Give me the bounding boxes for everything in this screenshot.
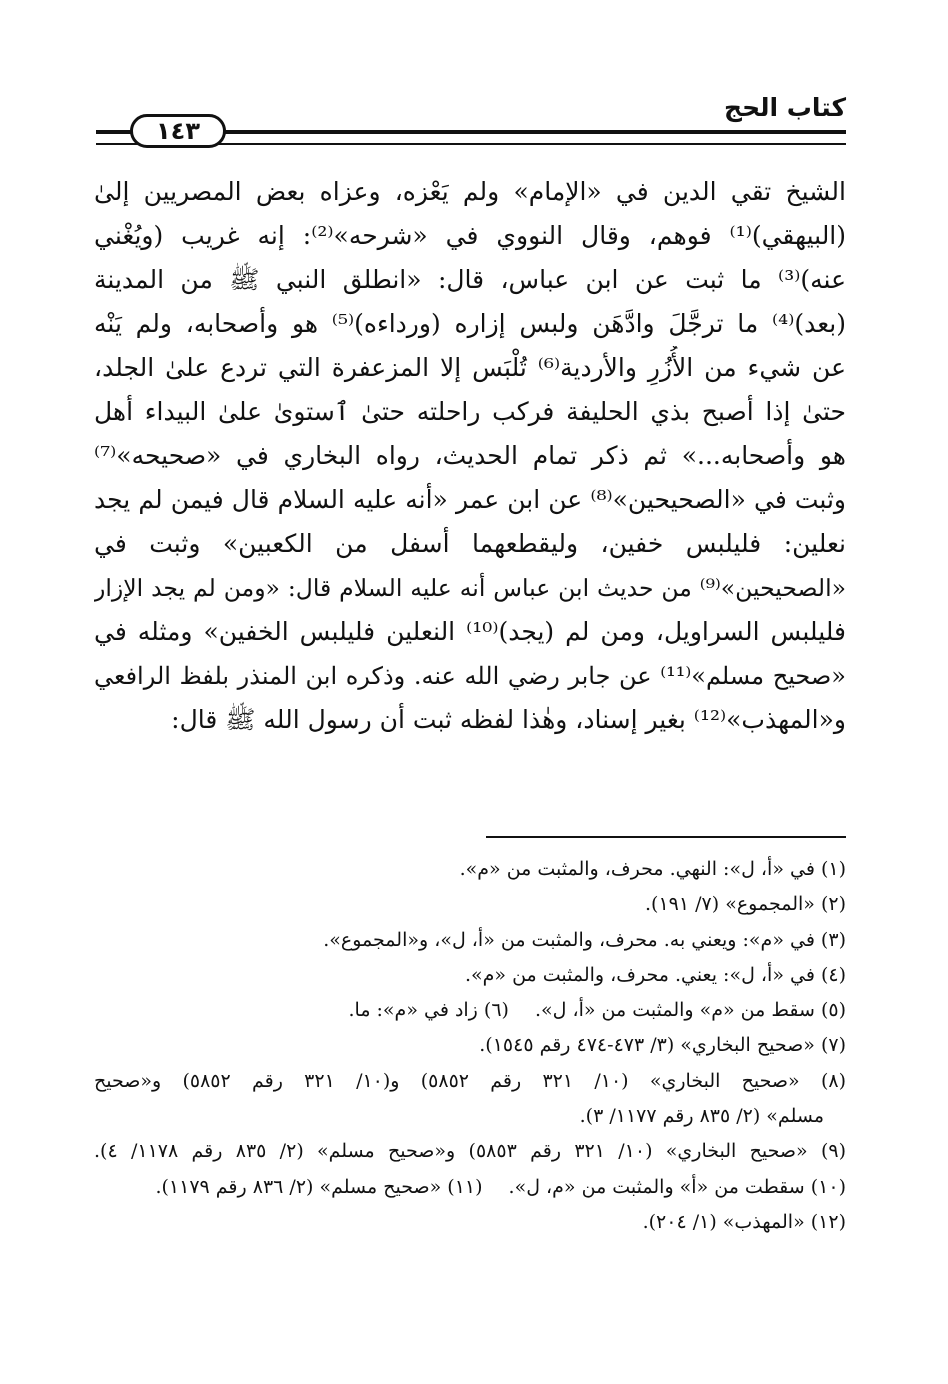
footnote: (١٢) «المهذب» (١/ ٢٠٤). bbox=[642, 1210, 846, 1233]
body-line: «الصحيحين»⁽⁹⁾ من حديث ابن عباس أنه عليه السلام قال: «ومن لم يجد الإزار bbox=[94, 574, 846, 602]
body-line: فليلبس السراويل، ومن لم (يجد)⁽¹⁰⁾ النعلين فليلبس الخفين» ومثله في bbox=[94, 617, 846, 646]
footnote: (٨) «صحيح البخاري» (١٠/ ٣٢١ رقم ٥٨٥٢) و(١٠/ ٣٢١ رقم ٥٨٥٢) و«صحيح bbox=[94, 1069, 846, 1092]
footnote: (١) في «أ، ل»: النهي. محرف، والمثبت من «م». bbox=[459, 858, 846, 880]
footnote: (٣) في «م»: ويعني به. محرف، والمثبت من «أ، ل»، و«المجموع». bbox=[323, 928, 846, 951]
body-line: عن شيء من الأُزُرِ والأردية⁽⁶⁾ تُلْبَس إلا المزعفرة التي تردع علىٰ الجلد، bbox=[94, 353, 846, 382]
footnote: (١٠) سقطت من «أ» والمثبت من «م، ل». bbox=[508, 1175, 846, 1198]
body-line: وثبت في «الصحيحين»⁽⁸⁾ عن ابن عمر «أنه عليه السلام قال فيمن لم يجد bbox=[94, 485, 846, 514]
page-number: ١٤٣ bbox=[130, 114, 226, 148]
footnote: (٥) سقط من «م» والمثبت من «أ، ل». bbox=[534, 999, 846, 1022]
body-line: (بعد)⁽⁴⁾ ما ترجَّلَ وادَّهَن ولبس إزاره (ورداءه)⁽⁵⁾ هو وأصحابه، ولم يَنْه bbox=[94, 309, 846, 338]
footnote: (٧) «صحيح البخاري» (٣/ ٤٧٣-٤٧٤ رقم ١٥٤٥). bbox=[479, 1034, 846, 1057]
body-line: هو وأصحابه...» ثم ذكر تمام الحديث، رواه البخاري في «صحيحه»⁽⁷⁾ bbox=[94, 441, 846, 470]
footnote: (٩) «صحيح البخاري» (١٠/ ٣٢١ رقم ٥٨٥٣) و«صحيح مسلم» (٢/ ٨٣٥ رقم ١١٧٨/ ٤). bbox=[94, 1140, 846, 1163]
footnote-separator bbox=[486, 836, 846, 838]
body-line: عنه)⁽³⁾ ما ثبت عن ابن عباس، قال: «انطلق النبي ﷺ من المدينة bbox=[94, 265, 846, 294]
footnote: (٢) «المجموع» (٧/ ١٩١). bbox=[645, 893, 846, 916]
body-text bbox=[94, 170, 846, 742]
body-line: حتىٰ إذا أصبح بذي الحليفة فركب راحلته حتىٰ ٱستوىٰ علىٰ البيداء أهل bbox=[94, 397, 846, 426]
body-line: (البيهقي)⁽¹⁾ فوهم، وقال النووي في «شرحه»⁽²⁾: إنه غريب (ويُغْني bbox=[94, 221, 846, 250]
body-line: و«المهذب»⁽¹²⁾ بغير إسناد، وهٰذا لفظه ثبت أن رسول الله ﷺ قال: bbox=[171, 705, 846, 734]
page-header bbox=[96, 92, 846, 152]
footnote: (٤) في «أ، ل»: يعني. محرف، والمثبت من «م». bbox=[464, 963, 846, 986]
footnote-pair bbox=[94, 993, 846, 1028]
body-line: نعلين: فليلبس خفين، وليقطعهما أسفل من الكعبين» وثبت في bbox=[94, 529, 846, 558]
footnote: (١١) «صحيح مسلم» (٢/ ٨٣٦ رقم ١١٧٩). bbox=[155, 1175, 483, 1198]
footnote: (٦) زاد في «م»: ما. bbox=[348, 999, 509, 1022]
footnote-pair bbox=[94, 1170, 846, 1205]
body-line: الشيخ تقي الدين في «الإمام» ولم يَعْزه، وعزاه بعض المصريين إلىٰ bbox=[94, 177, 846, 206]
footnotes bbox=[94, 852, 846, 1240]
footnote-continuation: مسلم» (٢/ ٨٣٥ رقم ١١٧٧/ ٣). bbox=[579, 1105, 824, 1128]
body-line: «صحيح مسلم»⁽¹¹⁾ عن جابر رضي الله عنه. وذكره ابن المنذر بلفظ الرافعي bbox=[94, 662, 846, 690]
chapter-title: كتاب الحج bbox=[724, 93, 846, 122]
